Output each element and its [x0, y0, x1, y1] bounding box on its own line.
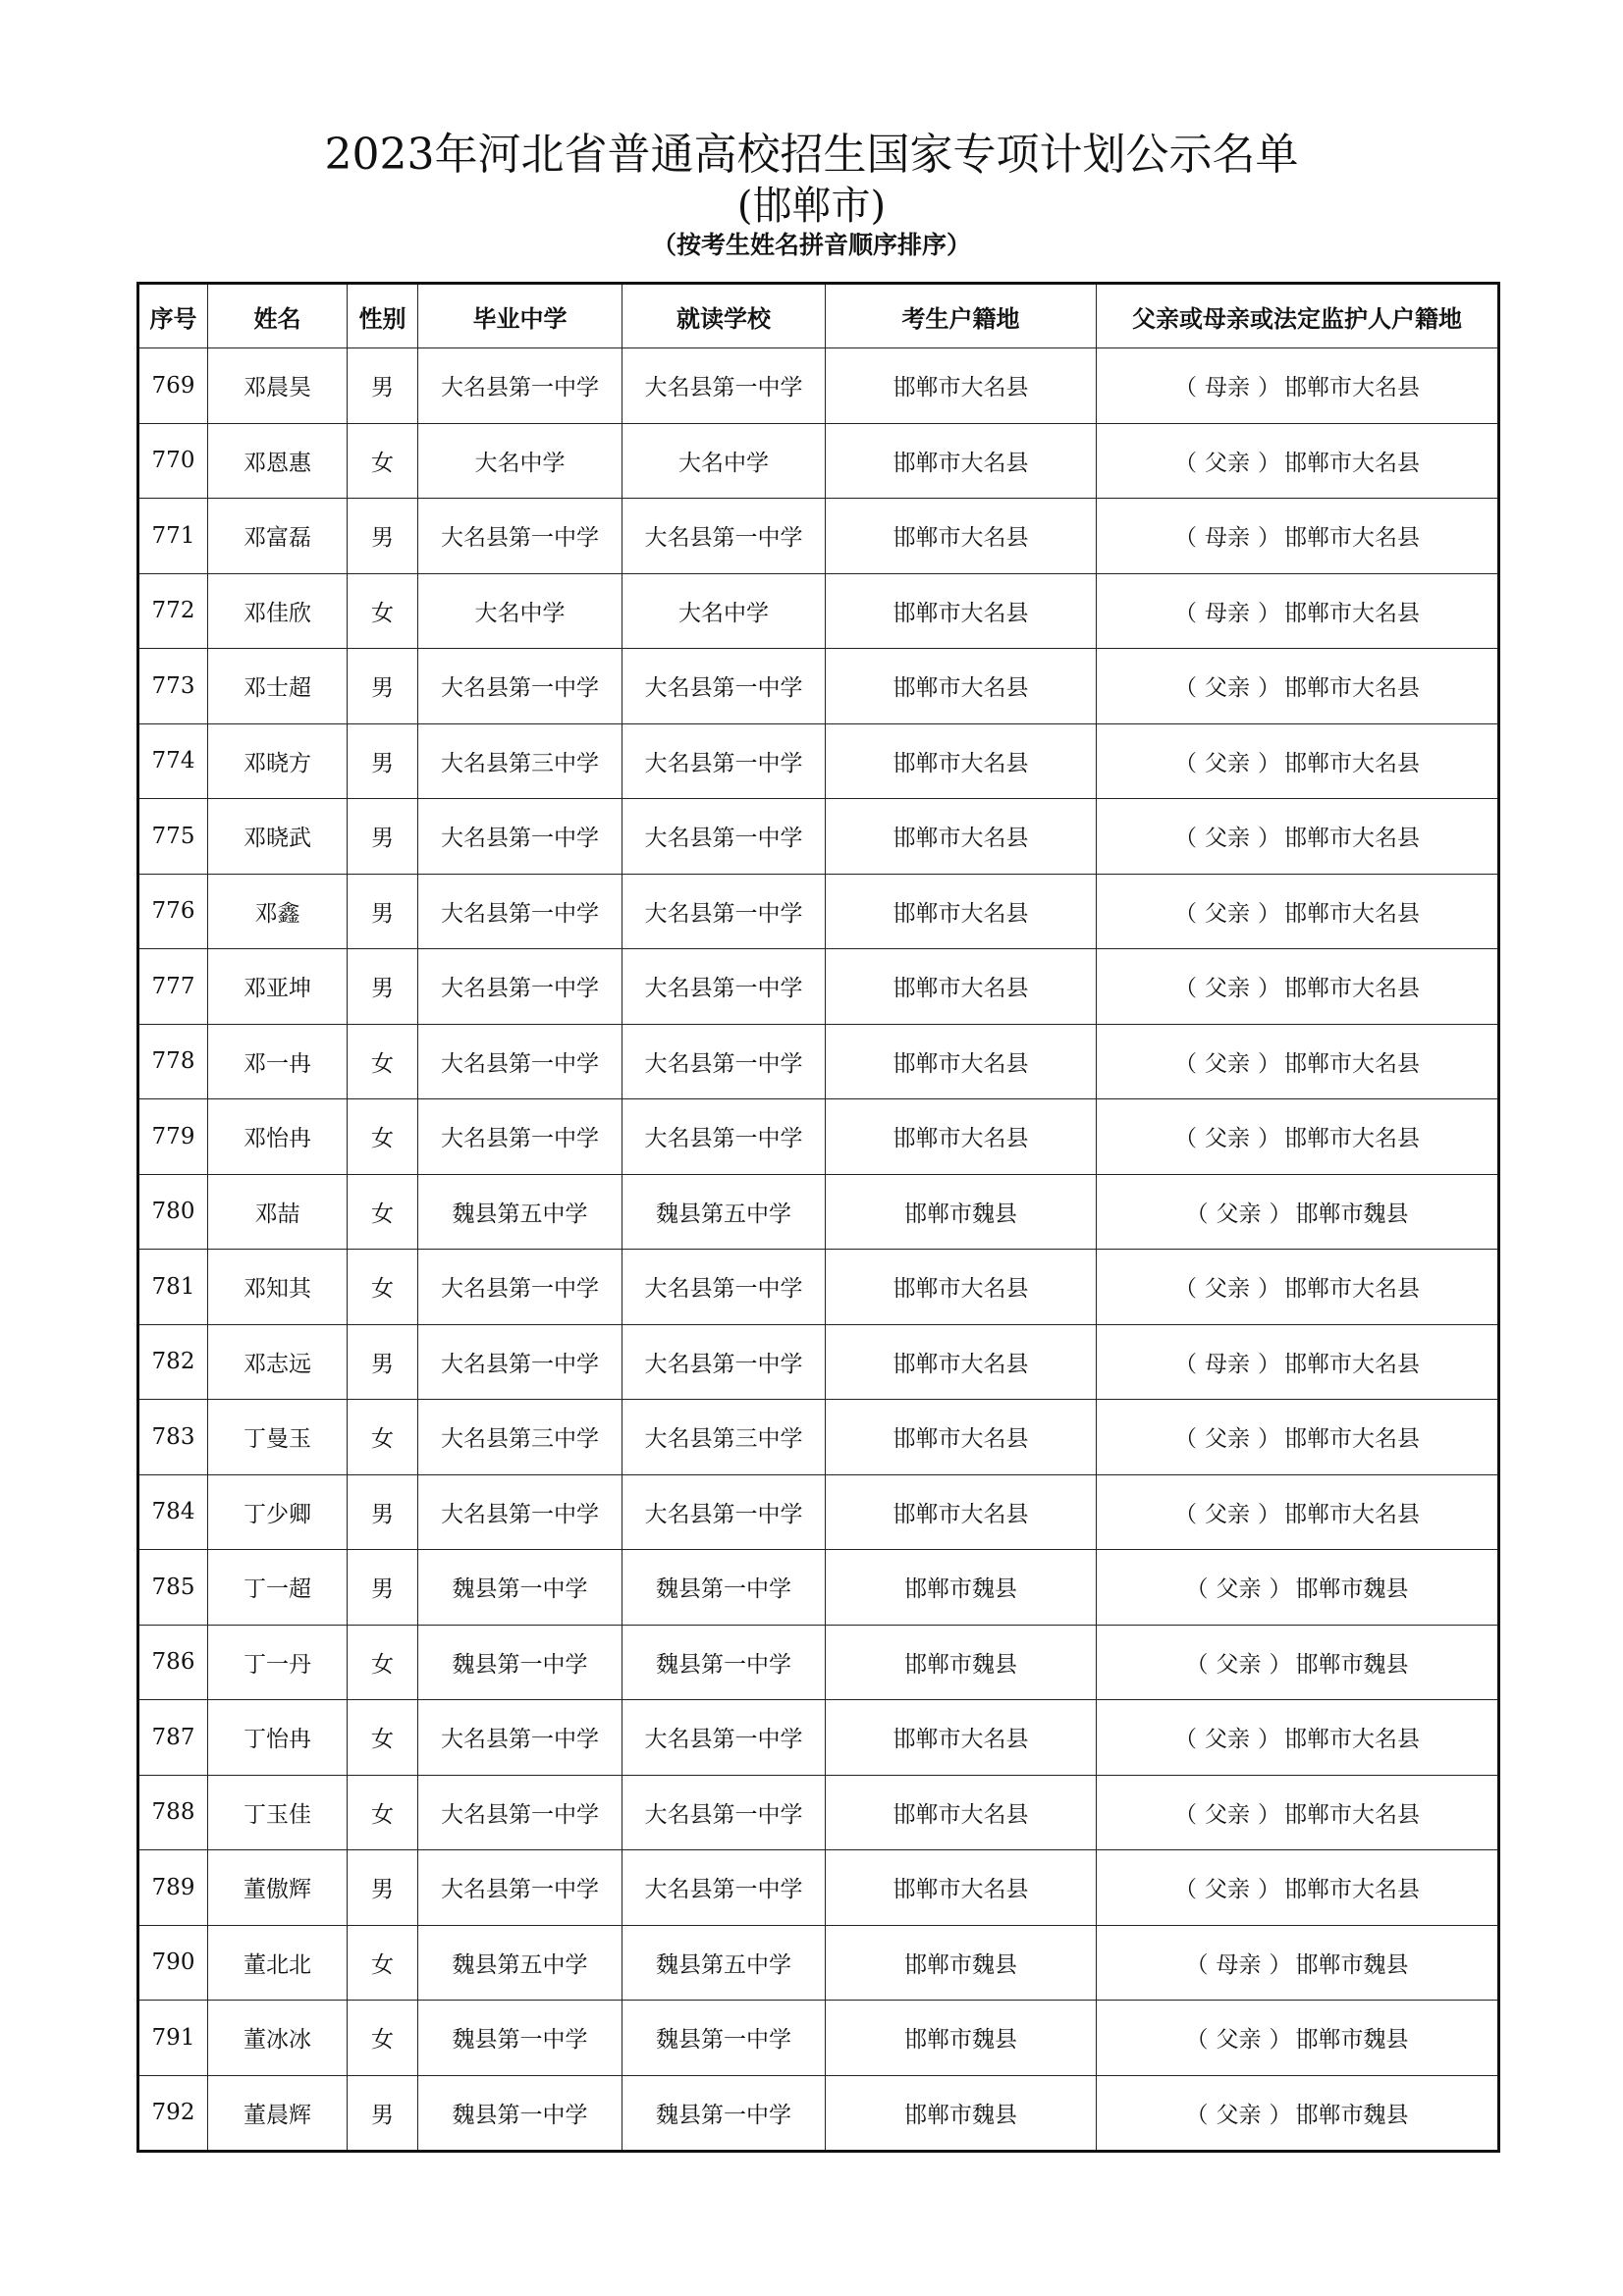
cell-gender: 男 [348, 1324, 418, 1400]
cell-hukou: 邯郸市魏县 [826, 2075, 1097, 2152]
cell-gender: 男 [348, 1474, 418, 1550]
guardian-hukou-place: 邯郸市魏县 [1295, 1201, 1409, 1227]
cell-seq: 788 [138, 1775, 208, 1850]
cell-grad-school: 大名县第一中学 [418, 949, 622, 1025]
cell-name: 董晨辉 [208, 2075, 348, 2152]
table-row [138, 423, 1499, 499]
cell-hukou: 邯郸市大名县 [826, 573, 1097, 649]
cell-name: 邓喆 [208, 1174, 348, 1250]
cell-grad-school: 大名县第一中学 [418, 874, 622, 949]
cell-hukou: 邯郸市大名县 [826, 1324, 1097, 1400]
cell-current-school: 魏县第五中学 [622, 1174, 826, 1250]
cell-name: 邓亚坤 [208, 949, 348, 1025]
guardian-hukou-place: 邯郸市大名县 [1284, 375, 1420, 401]
table-row [138, 1700, 1499, 1776]
guardian-hukou-place: 邯郸市大名县 [1284, 525, 1420, 552]
table-row [138, 1024, 1499, 1099]
guardian-relation: 父亲 [1205, 450, 1250, 476]
cell-gender: 男 [348, 949, 418, 1025]
guardian-relation: 父亲 [1205, 675, 1250, 702]
cell-grad-school: 魏县第一中学 [418, 2001, 622, 2076]
cell-grad-school: 魏县第一中学 [418, 1550, 622, 1626]
cell-guardian-hukou: （ 父亲 ） 邯郸市大名县 [1097, 649, 1499, 724]
cell-current-school: 大名县第一中学 [622, 1775, 826, 1850]
cell-guardian-hukou: （ 父亲 ） 邯郸市魏县 [1097, 1550, 1499, 1626]
guardian-relation: 父亲 [1216, 2102, 1262, 2128]
cell-gender: 男 [348, 2075, 418, 2152]
guardian-hukou-place: 邯郸市大名县 [1284, 1126, 1420, 1152]
cell-guardian-hukou: （ 父亲 ） 邯郸市大名县 [1097, 1400, 1499, 1475]
guardian-relation: 父亲 [1205, 1426, 1250, 1453]
table-row [138, 573, 1499, 649]
guardian-hukou-place: 邯郸市大名县 [1284, 1276, 1420, 1303]
cell-seq: 775 [138, 799, 208, 875]
cell-current-school: 大名县第一中学 [622, 1700, 826, 1776]
cell-seq: 783 [138, 1400, 208, 1475]
cell-guardian-hukou: （ 父亲 ） 邯郸市大名县 [1097, 949, 1499, 1025]
header-hukou: 考生户籍地 [826, 284, 1097, 348]
header-current-school: 就读学校 [622, 284, 826, 348]
guardian-hukou-place: 邯郸市大名县 [1284, 1050, 1420, 1077]
guardian-hukou-place: 邯郸市魏县 [1295, 2102, 1409, 2128]
cell-hukou: 邯郸市大名县 [826, 1250, 1097, 1325]
cell-current-school: 魏县第一中学 [622, 1625, 826, 1700]
guardian-relation: 母亲 [1205, 525, 1250, 552]
table-header-row [138, 284, 1499, 348]
guardian-hukou-place: 邯郸市魏县 [1295, 1951, 1409, 1978]
table-row [138, 348, 1499, 424]
cell-gender: 男 [348, 799, 418, 875]
cell-current-school: 大名县第一中学 [622, 1324, 826, 1400]
guardian-relation: 父亲 [1205, 1877, 1250, 1903]
guardian-relation: 父亲 [1216, 1576, 1262, 1603]
cell-name: 邓富磊 [208, 499, 348, 574]
cell-hukou: 邯郸市大名县 [826, 874, 1097, 949]
cell-seq: 780 [138, 1174, 208, 1250]
cell-name: 丁一丹 [208, 1625, 348, 1700]
cell-hukou: 邯郸市魏县 [826, 1550, 1097, 1626]
cell-hukou: 邯郸市大名县 [826, 1024, 1097, 1099]
guardian-relation: 父亲 [1205, 1727, 1250, 1753]
guardian-relation: 父亲 [1205, 1050, 1250, 1077]
cell-grad-school: 大名县第一中学 [418, 649, 622, 724]
cell-current-school: 大名县第一中学 [622, 1850, 826, 1926]
cell-grad-school: 大名中学 [418, 423, 622, 499]
cell-gender: 女 [348, 1400, 418, 1475]
roster-table [136, 282, 1500, 2153]
cell-name: 邓士超 [208, 649, 348, 724]
guardian-hukou-place: 邯郸市大名县 [1284, 1801, 1420, 1828]
guardian-hukou-place: 邯郸市大名县 [1284, 976, 1420, 1002]
cell-gender: 女 [348, 1174, 418, 1250]
guardian-relation: 母亲 [1205, 1351, 1250, 1377]
guardian-hukou-place: 邯郸市大名县 [1284, 1501, 1420, 1527]
cell-hukou: 邯郸市大名县 [826, 799, 1097, 875]
cell-grad-school: 大名县第一中学 [418, 499, 622, 574]
guardian-relation: 父亲 [1205, 750, 1250, 776]
table-row [138, 1099, 1499, 1175]
cell-grad-school: 魏县第五中学 [418, 1925, 622, 2001]
cell-gender: 男 [348, 723, 418, 799]
cell-name: 邓晓武 [208, 799, 348, 875]
cell-guardian-hukou: （ 父亲 ） 邯郸市大名县 [1097, 723, 1499, 799]
guardian-hukou-place: 邯郸市大名县 [1284, 900, 1420, 927]
cell-grad-school: 大名县第三中学 [418, 1400, 622, 1475]
table-row [138, 1174, 1499, 1250]
cell-current-school: 大名县第一中学 [622, 1024, 826, 1099]
cell-guardian-hukou: （ 父亲 ） 邯郸市大名县 [1097, 1700, 1499, 1776]
guardian-relation: 父亲 [1205, 1126, 1250, 1152]
cell-current-school: 大名县第一中学 [622, 874, 826, 949]
table-row [138, 1250, 1499, 1325]
cell-current-school: 大名县第一中学 [622, 348, 826, 424]
cell-name: 邓晓方 [208, 723, 348, 799]
cell-guardian-hukou: （ 母亲 ） 邯郸市大名县 [1097, 573, 1499, 649]
guardian-relation: 母亲 [1216, 1951, 1262, 1978]
cell-name: 邓知其 [208, 1250, 348, 1325]
guardian-hukou-place: 邯郸市魏县 [1295, 2027, 1409, 2054]
cell-name: 邓怡冉 [208, 1099, 348, 1175]
cell-seq: 778 [138, 1024, 208, 1099]
cell-gender: 女 [348, 1625, 418, 1700]
guardian-hukou-place: 邯郸市大名县 [1284, 750, 1420, 776]
cell-current-school: 大名县第一中学 [622, 949, 826, 1025]
cell-grad-school: 大名中学 [418, 573, 622, 649]
cell-seq: 789 [138, 1850, 208, 1926]
cell-hukou: 邯郸市魏县 [826, 1925, 1097, 2001]
guardian-hukou-place: 邯郸市魏县 [1295, 1651, 1409, 1678]
cell-hukou: 邯郸市大名县 [826, 1775, 1097, 1850]
cell-name: 邓鑫 [208, 874, 348, 949]
cell-current-school: 大名县第一中学 [622, 1250, 826, 1325]
table-row [138, 1474, 1499, 1550]
cell-name: 邓晨昊 [208, 348, 348, 424]
cell-current-school: 大名县第一中学 [622, 649, 826, 724]
cell-name: 丁曼玉 [208, 1400, 348, 1475]
cell-name: 丁一超 [208, 1550, 348, 1626]
cell-gender: 女 [348, 423, 418, 499]
table-row [138, 874, 1499, 949]
cell-current-school: 大名县第一中学 [622, 1474, 826, 1550]
cell-seq: 771 [138, 499, 208, 574]
page-subtitle: (邯郸市) [736, 184, 887, 229]
cell-gender: 女 [348, 1099, 418, 1175]
cell-seq: 779 [138, 1099, 208, 1175]
cell-current-school: 大名县第三中学 [622, 1400, 826, 1475]
cell-current-school: 大名中学 [622, 423, 826, 499]
header-seq: 序号 [138, 284, 208, 348]
cell-grad-school: 魏县第一中学 [418, 1625, 622, 1700]
cell-guardian-hukou: （ 父亲 ） 邯郸市大名县 [1097, 423, 1499, 499]
cell-guardian-hukou: （ 父亲 ） 邯郸市大名县 [1097, 1850, 1499, 1926]
cell-grad-school: 大名县第一中学 [418, 1700, 622, 1776]
cell-guardian-hukou: （ 母亲 ） 邯郸市大名县 [1097, 499, 1499, 574]
cell-seq: 769 [138, 348, 208, 424]
cell-seq: 792 [138, 2075, 208, 2152]
cell-gender: 女 [348, 1024, 418, 1099]
cell-grad-school: 魏县第一中学 [418, 2075, 622, 2152]
cell-current-school: 大名县第一中学 [622, 1099, 826, 1175]
cell-hukou: 邯郸市大名县 [826, 1700, 1097, 1776]
cell-guardian-hukou: （ 父亲 ） 邯郸市大名县 [1097, 1474, 1499, 1550]
cell-gender: 男 [348, 874, 418, 949]
cell-gender: 女 [348, 1925, 418, 2001]
cell-name: 丁怡冉 [208, 1700, 348, 1776]
cell-hukou: 邯郸市大名县 [826, 1850, 1097, 1926]
guardian-relation: 父亲 [1205, 1276, 1250, 1303]
table-row [138, 649, 1499, 724]
guardian-relation: 父亲 [1216, 1201, 1262, 1227]
table-row [138, 949, 1499, 1025]
cell-seq: 782 [138, 1324, 208, 1400]
cell-hukou: 邯郸市魏县 [826, 2001, 1097, 2076]
cell-gender: 男 [348, 499, 418, 574]
guardian-relation: 母亲 [1205, 600, 1250, 626]
table-row [138, 1850, 1499, 1926]
cell-current-school: 魏县第五中学 [622, 1925, 826, 2001]
cell-hukou: 邯郸市大名县 [826, 723, 1097, 799]
table-body [138, 348, 1499, 2152]
guardian-relation: 父亲 [1216, 1651, 1262, 1678]
cell-grad-school: 大名县第三中学 [418, 723, 622, 799]
cell-hukou: 邯郸市大名县 [826, 649, 1097, 724]
cell-grad-school: 大名县第一中学 [418, 1099, 622, 1175]
cell-hukou: 邯郸市魏县 [826, 1625, 1097, 1700]
cell-guardian-hukou: （ 父亲 ） 邯郸市大名县 [1097, 799, 1499, 875]
cell-guardian-hukou: （ 父亲 ） 邯郸市魏县 [1097, 1625, 1499, 1700]
cell-grad-school: 大名县第一中学 [418, 1324, 622, 1400]
cell-guardian-hukou: （ 父亲 ） 邯郸市魏县 [1097, 2075, 1499, 2152]
guardian-relation: 父亲 [1205, 1501, 1250, 1527]
cell-grad-school: 大名县第一中学 [418, 1250, 622, 1325]
cell-grad-school: 魏县第五中学 [418, 1174, 622, 1250]
guardian-hukou-place: 邯郸市大名县 [1284, 1351, 1420, 1377]
cell-hukou: 邯郸市大名县 [826, 423, 1097, 499]
cell-seq: 784 [138, 1474, 208, 1550]
guardian-relation: 父亲 [1205, 900, 1250, 927]
page-title: 2023年河北省普通高校招生国家专项计划公示名单 [324, 130, 1299, 180]
table-row [138, 1925, 1499, 2001]
cell-seq: 790 [138, 1925, 208, 2001]
guardian-hukou-place: 邯郸市大名县 [1284, 826, 1420, 852]
cell-gender: 女 [348, 1775, 418, 1850]
cell-seq: 791 [138, 2001, 208, 2076]
cell-hukou: 邯郸市大名县 [826, 348, 1097, 424]
cell-gender: 女 [348, 2001, 418, 2076]
cell-gender: 男 [348, 1550, 418, 1626]
cell-current-school: 魏县第一中学 [622, 2075, 826, 2152]
table-row [138, 1625, 1499, 1700]
guardian-hukou-place: 邯郸市大名县 [1284, 1877, 1420, 1903]
sort-note: （按考生姓名拼音顺序排序） [651, 231, 971, 259]
guardian-relation: 父亲 [1205, 976, 1250, 1002]
cell-seq: 787 [138, 1700, 208, 1776]
cell-gender: 女 [348, 1250, 418, 1325]
table-row [138, 1324, 1499, 1400]
cell-guardian-hukou: （ 父亲 ） 邯郸市大名县 [1097, 1775, 1499, 1850]
guardian-hukou-place: 邯郸市大名县 [1284, 675, 1420, 702]
cell-gender: 男 [348, 649, 418, 724]
cell-guardian-hukou: （ 父亲 ） 邯郸市大名县 [1097, 1099, 1499, 1175]
cell-guardian-hukou: （ 母亲 ） 邯郸市魏县 [1097, 1925, 1499, 2001]
table-row [138, 2075, 1499, 2152]
table-row [138, 1775, 1499, 1850]
table-row [138, 499, 1499, 574]
cell-guardian-hukou: （ 母亲 ） 邯郸市大名县 [1097, 1324, 1499, 1400]
cell-current-school: 大名县第一中学 [622, 499, 826, 574]
cell-seq: 772 [138, 573, 208, 649]
guardian-relation: 母亲 [1205, 375, 1250, 401]
cell-seq: 785 [138, 1550, 208, 1626]
header-grad-school: 毕业中学 [418, 284, 622, 348]
guardian-hukou-place: 邯郸市大名县 [1284, 1426, 1420, 1453]
cell-gender: 女 [348, 1700, 418, 1776]
table-row [138, 2001, 1499, 2076]
guardian-hukou-place: 邯郸市魏县 [1295, 1576, 1409, 1603]
cell-name: 邓一冉 [208, 1024, 348, 1099]
cell-name: 董冰冰 [208, 2001, 348, 2076]
cell-guardian-hukou: （ 父亲 ） 邯郸市大名县 [1097, 1250, 1499, 1325]
table-row [138, 799, 1499, 875]
cell-grad-school: 大名县第一中学 [418, 1775, 622, 1850]
guardian-hukou-place: 邯郸市大名县 [1284, 600, 1420, 626]
cell-hukou: 邯郸市大名县 [826, 499, 1097, 574]
cell-hukou: 邯郸市大名县 [826, 1400, 1097, 1475]
cell-hukou: 邯郸市大名县 [826, 1474, 1097, 1550]
cell-current-school: 大名县第一中学 [622, 723, 826, 799]
cell-hukou: 邯郸市大名县 [826, 1099, 1097, 1175]
cell-grad-school: 大名县第一中学 [418, 1474, 622, 1550]
cell-gender: 女 [348, 573, 418, 649]
cell-guardian-hukou: （ 父亲 ） 邯郸市魏县 [1097, 2001, 1499, 2076]
table-row [138, 1400, 1499, 1475]
cell-guardian-hukou: （ 父亲 ） 邯郸市大名县 [1097, 1024, 1499, 1099]
header-name: 姓名 [208, 284, 348, 348]
cell-grad-school: 大名县第一中学 [418, 348, 622, 424]
cell-seq: 776 [138, 874, 208, 949]
table-row [138, 1550, 1499, 1626]
cell-name: 丁少卿 [208, 1474, 348, 1550]
cell-hukou: 邯郸市大名县 [826, 949, 1097, 1025]
cell-current-school: 魏县第一中学 [622, 1550, 826, 1626]
guardian-relation: 父亲 [1205, 1801, 1250, 1828]
header-gender: 性别 [348, 284, 418, 348]
cell-grad-school: 大名县第一中学 [418, 1024, 622, 1099]
cell-name: 邓志远 [208, 1324, 348, 1400]
cell-grad-school: 大名县第一中学 [418, 1850, 622, 1926]
cell-seq: 770 [138, 423, 208, 499]
cell-gender: 男 [348, 1850, 418, 1926]
guardian-hukou-place: 邯郸市大名县 [1284, 450, 1420, 476]
cell-seq: 781 [138, 1250, 208, 1325]
guardian-relation: 父亲 [1216, 2027, 1262, 2054]
table-row [138, 723, 1499, 799]
cell-guardian-hukou: （ 父亲 ） 邯郸市魏县 [1097, 1174, 1499, 1250]
cell-hukou: 邯郸市魏县 [826, 1174, 1097, 1250]
cell-current-school: 大名中学 [622, 573, 826, 649]
cell-gender: 男 [348, 348, 418, 424]
cell-seq: 777 [138, 949, 208, 1025]
cell-name: 邓恩惠 [208, 423, 348, 499]
cell-seq: 786 [138, 1625, 208, 1700]
cell-name: 丁玉佳 [208, 1775, 348, 1850]
cell-grad-school: 大名县第一中学 [418, 799, 622, 875]
cell-name: 董傲辉 [208, 1850, 348, 1926]
guardian-relation: 父亲 [1205, 826, 1250, 852]
cell-seq: 774 [138, 723, 208, 799]
cell-seq: 773 [138, 649, 208, 724]
cell-name: 董北北 [208, 1925, 348, 2001]
guardian-hukou-place: 邯郸市大名县 [1284, 1727, 1420, 1753]
cell-current-school: 魏县第一中学 [622, 2001, 826, 2076]
cell-guardian-hukou: （ 母亲 ） 邯郸市大名县 [1097, 348, 1499, 424]
header-guardian-hukou: 父亲或母亲或法定监护人户籍地 [1097, 284, 1499, 348]
cell-name: 邓佳欣 [208, 573, 348, 649]
cell-guardian-hukou: （ 父亲 ） 邯郸市大名县 [1097, 874, 1499, 949]
cell-current-school: 大名县第一中学 [622, 799, 826, 875]
